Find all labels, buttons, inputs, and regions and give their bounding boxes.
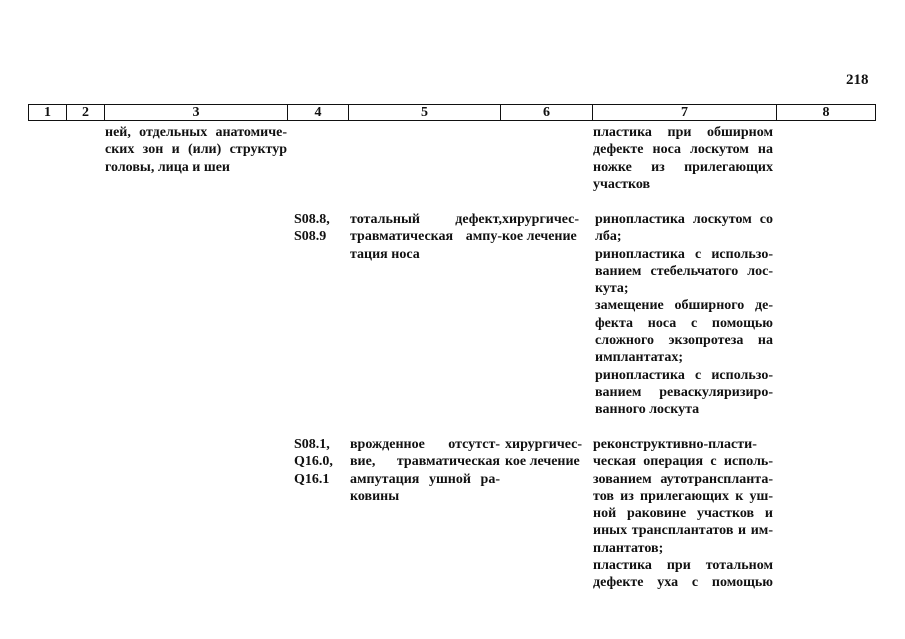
text-line: хирургичес- (505, 437, 583, 452)
text-line: травматическая ампу- (350, 229, 502, 245)
text-line: лба; (595, 229, 622, 245)
text-line: пластика при обширном (593, 125, 773, 140)
text-line: тация носа (350, 246, 420, 262)
text-line: замещение обширного де- (595, 298, 773, 314)
text-line: ампутация ушной ра- (350, 471, 500, 487)
block3-col5-text (350, 436, 500, 505)
text-line: кое лечение (505, 454, 580, 470)
text-line: кое лечение (502, 229, 577, 245)
text-line: участков (593, 176, 651, 192)
column-header-6: 6 (501, 105, 593, 121)
text-line: тотальный дефект, (350, 212, 502, 227)
text-line: хирургичес- (502, 212, 580, 227)
block2-col5-text (350, 211, 502, 263)
column-header-4: 4 (288, 105, 349, 121)
text-line: ванного лоскута (595, 402, 700, 418)
text-line: вие, травматическая (350, 454, 500, 470)
diagnosis-code: S08.1, (294, 437, 330, 452)
text-line: кута; (595, 281, 629, 297)
text-line: головы, лица и шеи (105, 159, 230, 175)
block2-col7-text (595, 211, 773, 419)
table-header-row (28, 104, 876, 121)
block1-col7-text (593, 124, 773, 193)
text-line: зованием аутотранспланта- (593, 471, 773, 487)
column-header-1: 1 (29, 105, 67, 121)
column-header-3: 3 (105, 105, 288, 121)
diagnosis-code: S08.8, (294, 212, 330, 227)
block3-col6-text (505, 436, 593, 471)
text-line: дефекте уха с помощью (593, 575, 773, 591)
column-header-8: 8 (777, 105, 876, 121)
block2-col6-text (502, 211, 592, 246)
text-line: пластика при тотальном (593, 558, 773, 574)
text-line: ванием реваскуляризиро- (595, 384, 773, 400)
block2-col4-codes (294, 211, 349, 246)
column-header-7: 7 (593, 105, 777, 121)
text-line: ней, отдельных анатомиче- (105, 125, 287, 140)
text-line: ножке из прилегающих (593, 159, 773, 175)
diagnosis-code: Q16.1 (294, 471, 330, 487)
text-line: имплантатах; (595, 350, 683, 366)
text-line: сложного экзопротеза на (595, 333, 773, 349)
text-line: иных трансплантатов и им- (593, 523, 773, 539)
block1-col3-text (105, 124, 287, 176)
block3-col4-codes (294, 436, 349, 488)
text-line: ванием стебельчатого лос- (595, 263, 773, 279)
column-header-5: 5 (349, 105, 501, 121)
column-header-2: 2 (67, 105, 105, 121)
text-line: реконструктивно-пласти- (593, 437, 757, 452)
text-line: ринопластика лоскутом со (595, 212, 773, 227)
diagnosis-code: Q16.0, (294, 454, 333, 470)
diagnosis-code: S08.9 (294, 229, 327, 245)
text-line: фекта носа с помощью (595, 315, 773, 331)
page-number: 218 (846, 72, 869, 88)
text-line: ринопластика с использо- (595, 246, 773, 262)
text-line: ной раковине участков и (593, 506, 773, 522)
text-line: дефекте носа лоскутом на (593, 142, 773, 158)
text-line: ринопластика с использо- (595, 367, 773, 383)
text-line: ковины (350, 488, 400, 504)
text-line: врожденное отсутст- (350, 437, 500, 452)
text-line: тов из прилегающих к уш- (593, 488, 773, 504)
block3-col7-text (593, 436, 773, 592)
text-line: плантатов; (593, 540, 664, 556)
text-line: ских зон и (или) структур (105, 142, 287, 158)
text-line: ческая операция с исполь- (593, 454, 773, 470)
